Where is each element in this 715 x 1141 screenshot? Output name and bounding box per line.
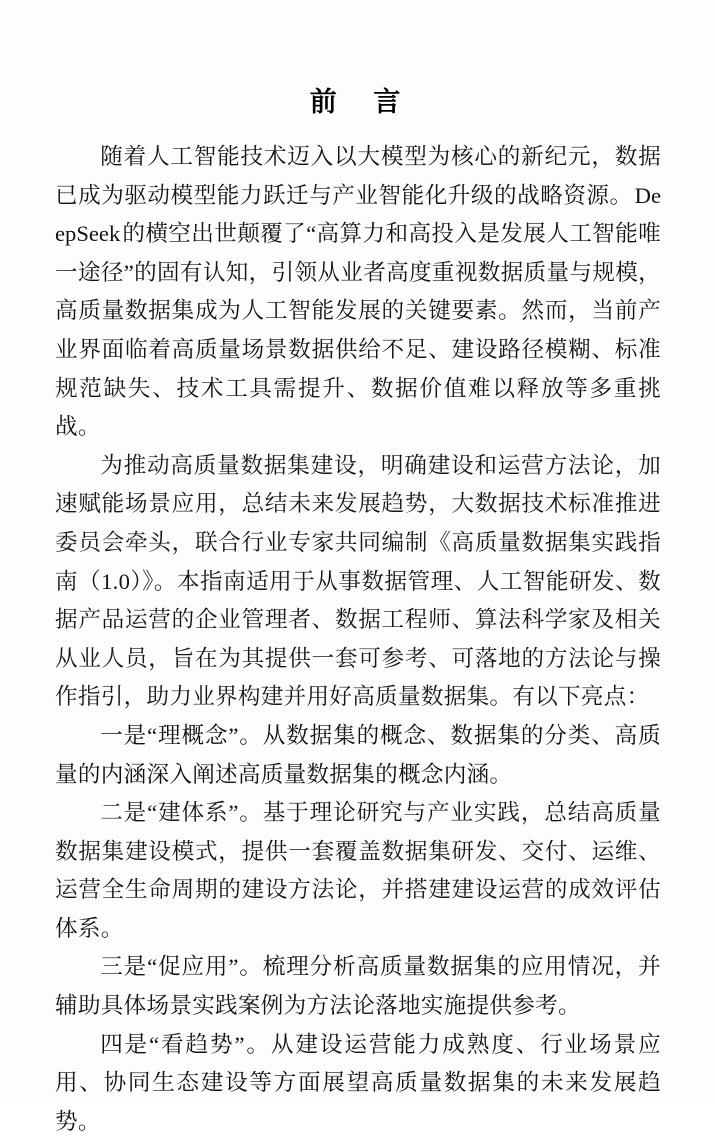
paragraph-intro [55, 138, 661, 447]
paragraph-intro-text-before: 随着人工智能技术迈入以大模型为核心的新纪元，数据已成为驱动模型能力跃迁与产业智能化升级的战略资源。 [55, 144, 661, 208]
deepseek-term: DeepSeek [55, 182, 661, 247]
paragraph-highlight-4: 四是“看趋势”。从建设运营能力成熟度、行业场景应用、协同生态建设等方面展望高质量数据集的未来发展趋势。 [55, 1031, 661, 1134]
document-body [55, 138, 661, 1141]
paragraph-highlight-1: 一是“理概念”。从数据集的概念、数据集的分类、高质量的内涵深入阐述高质量数据集的概念内涵。 [55, 722, 661, 787]
paragraph-intro-text-after: 的横空出世颠覆了“高算力和高投入是发展人工智能唯一途径”的固有认知，引领从业者高度重视数据质量与规模，高质量数据集成为人工智能发展的关键要素。然而，当前产业界面临着高质量场景数据供给不足、建设路径模糊、标准规范缺失、技术工具需提升、数据价值难以释放等多重挑战。 [55, 221, 661, 440]
paragraph-highlight-3: 三是“促应用”。梳理分析高质量数据集的应用情况，并辅助具体场景实践案例为方法论落地实施提供参考。 [55, 954, 661, 1019]
paragraph-highlight-2: 二是“建体系”。基于理论研究与产业实践，总结高质量数据集建设模式，提供一套覆盖数据集研发、交付、运维、运营全生命周期的建设方法论，并搭建建设运营的成效评估体系。 [55, 800, 661, 941]
paragraph-purpose: 为推动高质量数据集建设，明确建设和运营方法论，加速赋能场景应用，总结未来发展趋势，大数据技术标准推进委员会牵头，联合行业专家共同编制《高质量数据集实践指南（1.0）》。本指南适用于从事数据管理、人工智能研发、数据产品运营的企业管理者、数据工程师、算法科学家及相关从业人员，旨在为其提供一套可参考、可落地的方法论与操作指引，助力业界构建并用好高质量数据集。有以下亮点： [55, 452, 661, 710]
page-title: 前 言 [309, 87, 406, 118]
